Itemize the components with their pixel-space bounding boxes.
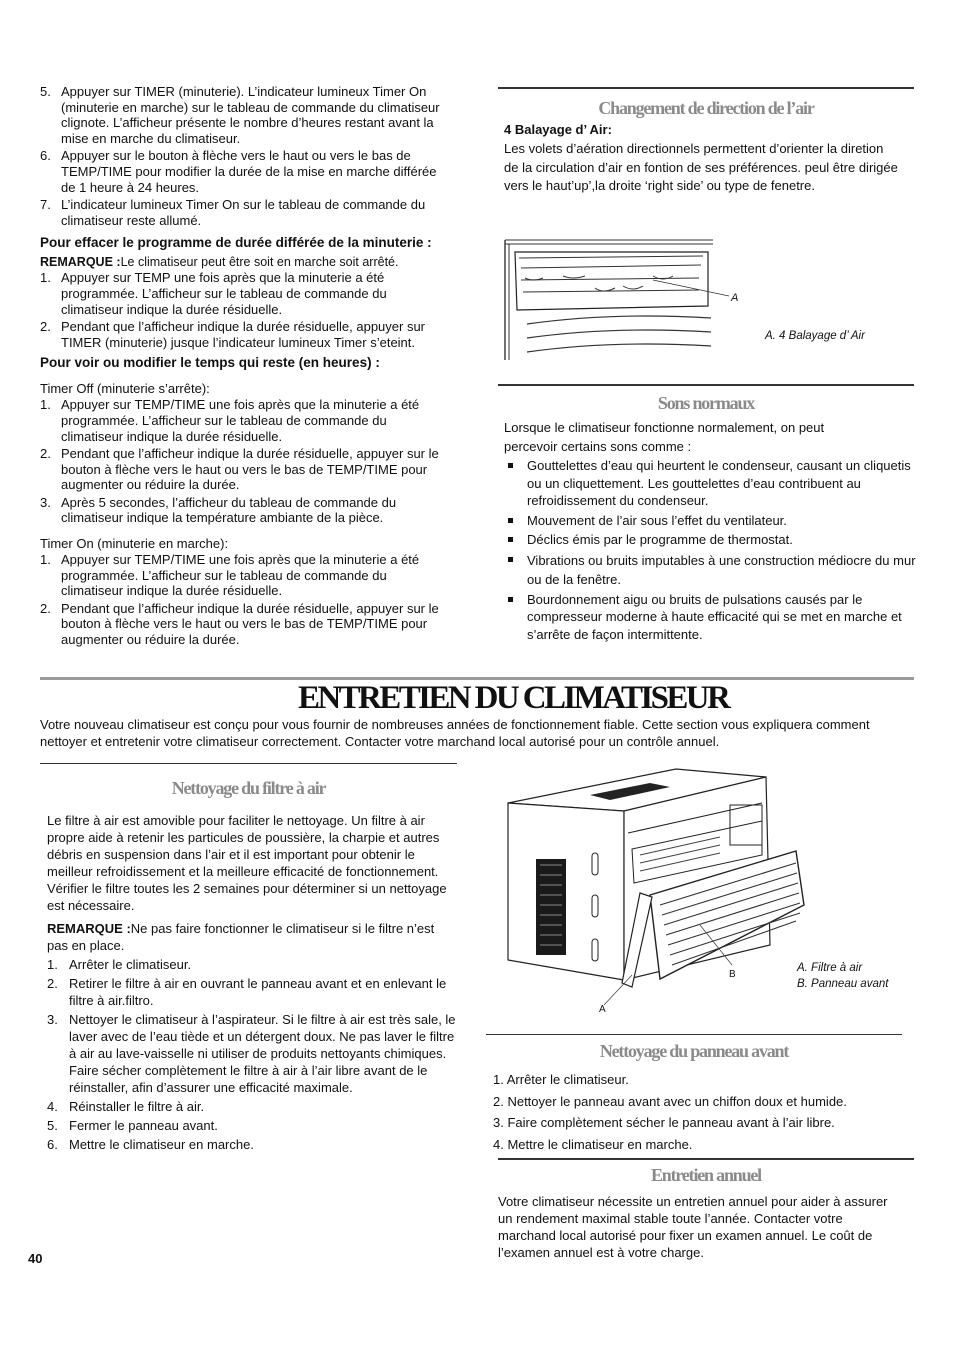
louver-label-a: A: [731, 292, 739, 304]
timer-on-adjust-steps: [40, 552, 452, 648]
list-item: 6. Mettre le climatiseur en marche.: [47, 1137, 254, 1152]
list-item: 7. L’indicateur lumineux Timer On sur le tableau de commande du climatiseur reste allumé.: [40, 197, 426, 228]
sounds-intro: Lorsque le climatiseur fonctionne normalement, on peut percevoir certains sons comme :: [504, 420, 825, 454]
list-item: 1. Appuyer sur TEMP/TIME une fois après que la minuterie a été programmée. L’afficheur sur le tableau de commande du climatiseur indique la durée résiduelle.: [40, 552, 420, 599]
list-item: 4. Réinstaller le filtre à air.: [47, 1099, 205, 1114]
filter-heading: Nettoyage du filtre à air: [171, 778, 326, 798]
list-item: Vibrations ou bruits imputables à une construction médiocre du mur ou de la fenêtre.: [506, 551, 916, 589]
timer-off-steps: [40, 397, 452, 526]
list-item: 1. Appuyer sur TEMP une fois après que la minuterie a été programmée. L’afficheur sur le tableau de commande du climatiseur indique la durée résiduelle.: [40, 270, 387, 317]
list-item: 2. Nettoyer le panneau avant avec un chiffon doux et humide.: [493, 1093, 847, 1109]
cancel-timer-heading: Pour effacer le programme de durée différée de la minuterie :: [40, 235, 432, 251]
list-item: 2. Pendant que l’afficheur indique la durée résiduelle, appuyer sur TIMER (minuterie) jusque l’indicateur lumineux Timer s’eteint.: [40, 319, 426, 350]
remark: REMARQUE :Le climatiseur peut être soit en marche soit arrêté.: [40, 255, 399, 270]
sounds-heading: Sons normaux: [657, 393, 755, 413]
louver-illustration: [503, 238, 738, 363]
panel-caption: B. Panneau avant: [797, 978, 889, 990]
timer-off-label: Timer Off (minuterie s’arrête):: [40, 381, 210, 397]
airflow-heading: Changement de direction de l’air: [598, 98, 814, 118]
list-item: 2. Retirer le filtre à air en ouvrant le panneau avant et en enlevant le filtre à air.filtro.: [47, 976, 447, 1008]
annual-heading: Entretien annuel: [651, 1165, 761, 1185]
unit-label-b: B: [729, 969, 736, 980]
list-item: 5. Appuyer sur TIMER (minuterie). L’indicateur lumineux Timer On (minuterie en marche) sur le tableau de commande du climatiseur clignote. L’afficheur présente le nombre d’heures restant avant la mise en marche du climatiseur.: [40, 84, 440, 146]
filter-caption: A. Filtre à air: [797, 962, 863, 974]
maintenance-intro: Votre nouveau climatiseur est conçu pour vous fournir de nombreuses années de fonctionnement fiable. Cette section vous expliquera comment nettoyer et entretenir votre climatiseur correctement. Contacter votre marchand local autorisé pour un contrôle annuel.: [40, 717, 870, 749]
list-item: Bourdonnement aigu ou bruits de pulsations causés par le compresseur moderne à haute efficacité qui se met en marche et s’arrête de façon intermittente.: [506, 591, 916, 644]
annual-text: Votre climatiseur nécessite un entretien annuel pour aider à assurer un rendement maximal stable toute l’année. Contacter votre marchand local autorisé pour fixer un examen annuel. Le coût de l’examen annuel est à votre charge.: [498, 1194, 888, 1260]
air-conditioner-illustration: [500, 765, 810, 1010]
list-item: Gouttelettes d’eau qui heurtent le condenseur, causant un cliquetis ou un cliquettement. Les gouttelettes d’eau contribuent au refroidissement du condenseur.: [506, 457, 916, 510]
louver-caption: A. 4 Balayage d’ Air: [765, 330, 865, 342]
sounds-list: [506, 457, 916, 643]
airflow-text: Les volets d’aération directionnels permettent d’orienter la diretion de la circulation d’air en fontion de ses préférences. peul être dirigée vers le haut’up’,la droite ‘right side’ ou type de fenetre.: [504, 141, 898, 193]
list-item: 3. Nettoyer le climatiseur à l’aspirateur. Si le filtre à air est très sale, le laver avec de l’eau tiède et un détergent doux. Ne pas laver le filtre à air au lave-vaisselle ni utiliser de produits nettoyants chimiques. Faire sécher complètement le filtre à air à l’air libre avant de le réinstaller, afin d’assurer une efficacité maximale.: [47, 1012, 456, 1095]
list-item: 2. Pendant que l’afficheur indique la durée résiduelle, appuyer sur le bouton à flèche vers le haut ou vers le bas de TEMP/TIME pour augmenter ou réduire la durée.: [40, 600, 439, 648]
list-item: 4. Mettre le climatiseur en marche.: [493, 1136, 693, 1152]
list-item: 6. Appuyer sur le bouton à flèche vers le haut ou vers le bas de TEMP/TIME pour modifier la durée de la mise en marche différée de 1 heure à 24 heures.: [40, 148, 437, 195]
section-divider: [486, 1034, 902, 1035]
list-item: 2. Pendant que l’afficheur indique la durée résiduelle, appuyer sur le bouton à flèche vers le haut ou vers le bas de TEMP/TIME pour augmenter ou réduire la durée.: [40, 446, 439, 493]
section-divider: [40, 763, 457, 764]
timer-on-steps: [40, 84, 452, 228]
filter-steps: [47, 956, 457, 1153]
list-item: 3. Après 5 secondes, l’afficheur du tableau de commande du climatiseur indique la température ambiante de la pièce.: [40, 494, 397, 526]
unit-label-a: A: [599, 1004, 606, 1015]
timer-on-label: Timer On (minuterie en marche):: [40, 536, 229, 552]
list-item: 1. Appuyer sur TEMP/TIME une fois après que la minuterie a été programmée. L’afficheur sur le tableau de commande du climatiseur indique la durée résiduelle.: [40, 397, 420, 444]
airflow-subheading: 4 Balayage d’ Air:: [504, 122, 612, 137]
list-item: Déclics émis par le programme de thermostat.: [506, 531, 916, 549]
page-title: ENTRETIEN DU CLIMATISEUR: [298, 680, 729, 716]
section-divider: [498, 1158, 914, 1160]
front-panel-heading: Nettoyage du panneau avant: [599, 1041, 789, 1061]
cancel-timer-steps: [40, 270, 452, 350]
view-time-heading: Pour voir ou modifier le temps qui reste (en heures) :: [40, 355, 380, 371]
timer-instructions: [40, 84, 452, 648]
page-number: 40: [28, 1251, 43, 1266]
list-item: 1. Arrêter le climatiseur.: [47, 957, 192, 972]
filter-intro: Le filtre à air est amovible pour faciliter le nettoyage. Un filtre à air propre aide à retenir les particules de poussière, la charpie et autres débris en suspension dans l’air et il est important pour obtenir le meilleur refroidissement et la meilleure efficacité de fonctionnement. Vérifier le filtre toutes les 2 semaines pour déterminer si un nettoyage est nécessaire.: [47, 813, 447, 913]
list-item: 5. Fermer le panneau avant.: [47, 1118, 218, 1133]
section-divider: [498, 87, 914, 89]
front-panel-steps: [493, 1069, 847, 1155]
section-divider: [498, 384, 914, 386]
list-item: Mouvement de l’air sous l’effet du ventilateur.: [506, 512, 916, 530]
filter-remark: REMARQUE :Ne pas faire fonctionner le climatiseur si le filtre n’est pas en place.: [47, 921, 435, 953]
list-item: 3. Faire complètement sécher le panneau avant à l’air libre.: [493, 1115, 835, 1130]
list-item: 1. Arrêter le climatiseur.: [493, 1072, 629, 1087]
